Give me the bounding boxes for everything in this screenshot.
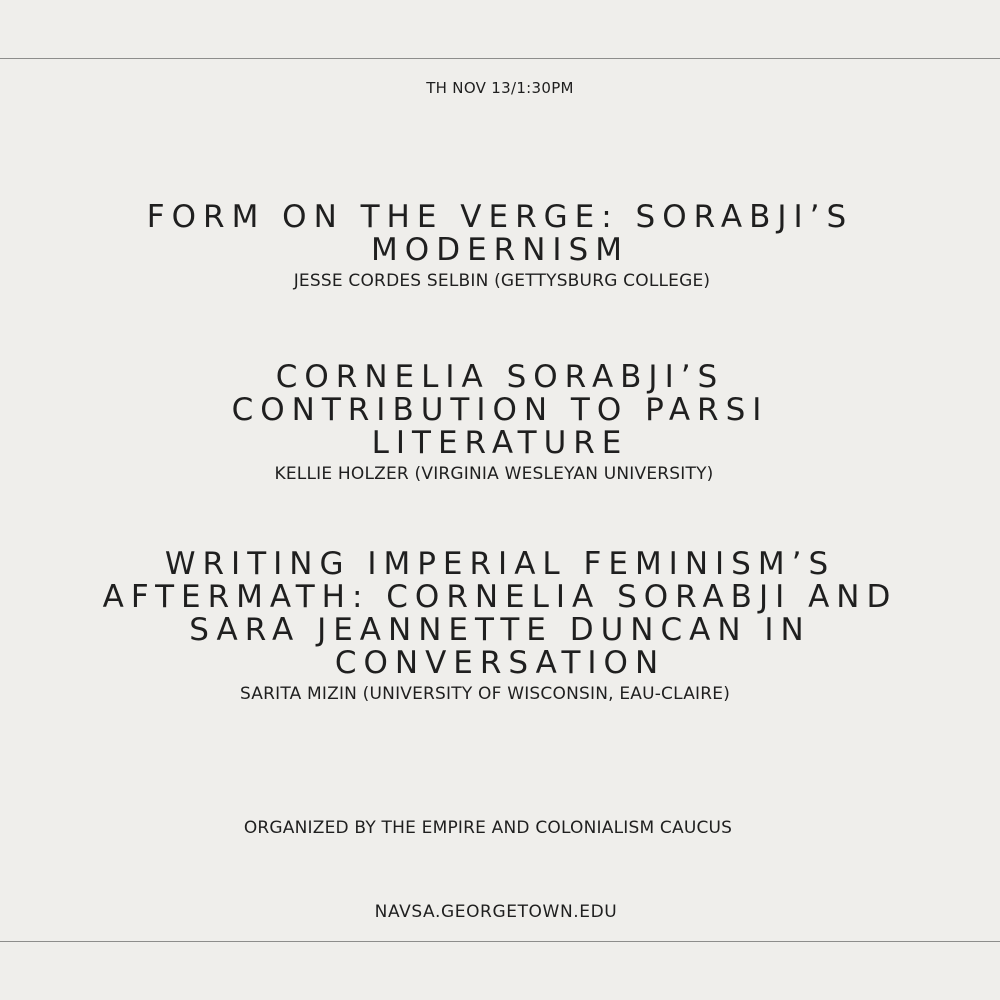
talk-title: WRITING IMPERIAL FEMINISM’S AFTERMATH: CORNELIA SORABJI AND SARA JEANNETTE DUNCAN IN CONVERSATION xyxy=(102,546,898,681)
talk-author: JESSE CORDES SELBIN (GETTYSBURG COLLEGE) xyxy=(293,271,711,291)
talk-title: CORNELIA SORABJI’S CONTRIBUTION TO PARSI LITERATURE xyxy=(231,359,769,461)
talk-item xyxy=(0,361,1000,484)
bottom-divider xyxy=(0,941,1000,942)
talk-author: KELLIE HOLZER (VIRGINIA WESLEYAN UNIVERSITY) xyxy=(274,464,714,484)
organizer-credit: ORGANIZED BY THE EMPIRE AND COLONIALISM CAUCUS xyxy=(243,818,733,838)
talk-title: FORM ON THE VERGE: SORABJI’S MODERNISM xyxy=(146,199,854,268)
talk-item xyxy=(0,201,1000,291)
event-date-time: TH NOV 13/1:30PM xyxy=(426,79,574,97)
top-divider xyxy=(0,58,1000,59)
talk-item xyxy=(0,548,1000,704)
website-link[interactable]: NAVSA.GEORGETOWN.EDU xyxy=(374,902,618,922)
talk-author: SARITA MIZIN (UNIVERSITY OF WISCONSIN, EAU-CLAIRE) xyxy=(239,684,731,704)
